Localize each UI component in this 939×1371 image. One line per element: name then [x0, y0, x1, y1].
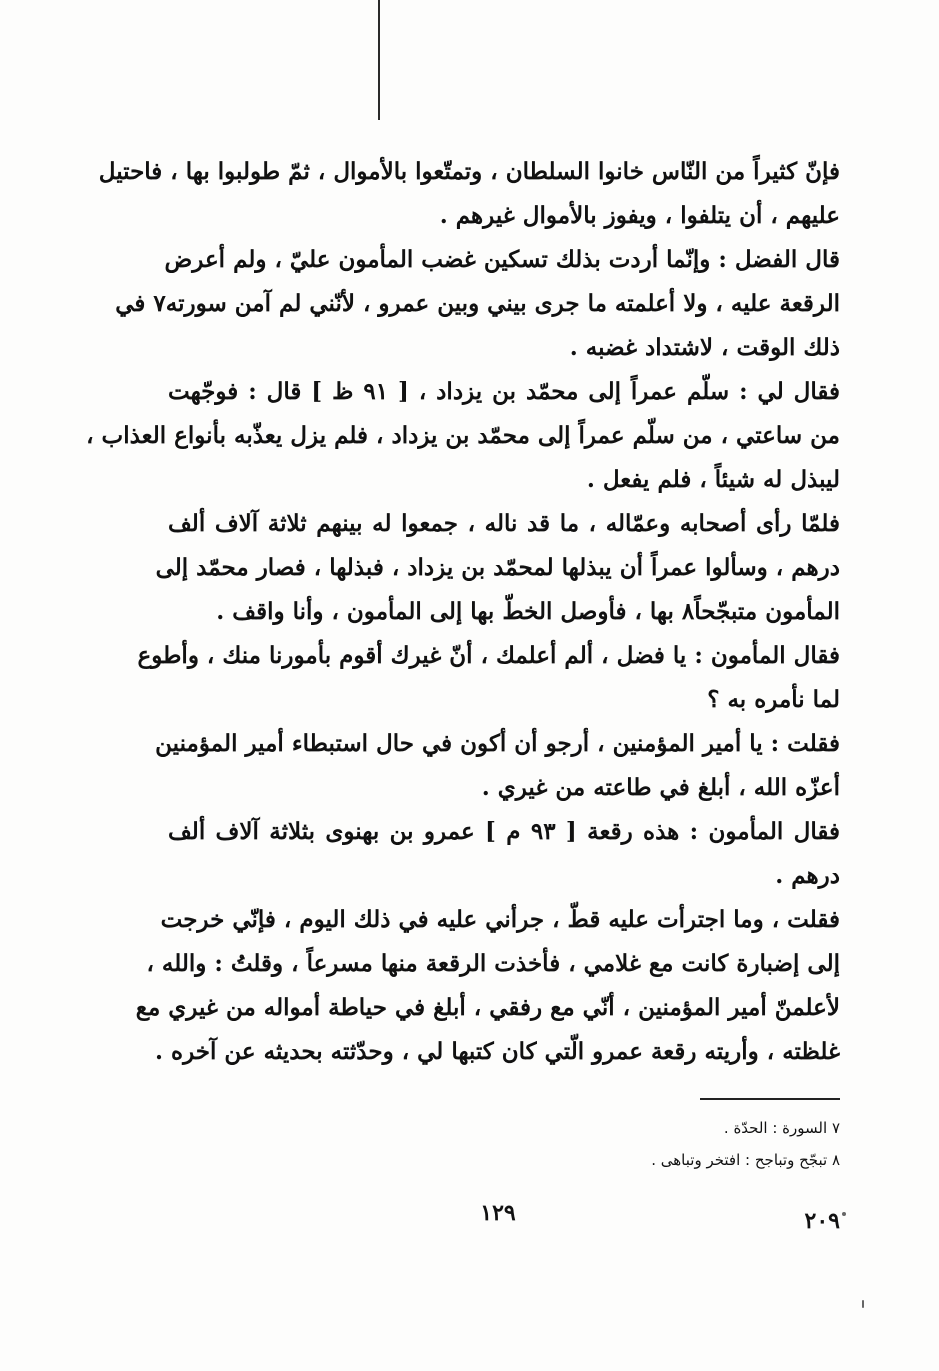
body-line: درهم ، وسألوا عمراً أن يبذلها لمحمّد بن يزداد ، فبذلها ، فصار محمّد إلى [155, 554, 840, 581]
body-line: فقال المأمون : هذه رقعة [ ٩٣ م ] عمرو بن بهنوى بثلاثة آلاف ألف [168, 818, 840, 845]
body-line: غلظته ، وأريته رقعة عمرو الّتي كان كتبها لي ، وحدّثته بحديثه عن آخره . [155, 1038, 840, 1065]
footnotes [400, 1112, 840, 1176]
body-line: قال الفضل : وإنّما أردت بذلك تسكين غضب المأمون عليّ ، ولم أعرض [164, 246, 840, 273]
footnote-separator [700, 1098, 840, 1100]
body-line: لما نأمره به ؟ [707, 686, 840, 713]
body-line: فقلت : يا أمير المؤمنين ، أرجو أن أكون في حال استبطاء أمير المؤمنين [155, 730, 840, 757]
body-line: فقلت ، وما اجترأت عليه قطّ ، جرأني عليه في ذلك اليوم ، فإنّي خرجت [160, 906, 840, 933]
body-line: فقال لي : سلّم عمراً إلى محمّد بن يزداد ، [ ٩١ ظ ] قال : فوجّهت [168, 378, 840, 405]
page-number-secondary: ٢٠٩ [804, 1208, 840, 1234]
body-line: فقال المأمون : يا فضل ، ألم أعلمك ، أنّ غيرك أقوم بأمورنا منك ، وأطوع [137, 642, 840, 669]
scan-speck [862, 1300, 864, 1308]
footnote-7: ٧ السورة : الحدّة . [723, 1119, 840, 1137]
page-number: ١٢٩ [480, 1200, 516, 1226]
body-line: ليبذل له شيئاً ، فلم يفعل . [586, 466, 840, 493]
body-line: المأمون متبجّحاً٨ بها ، فأوصل الخطّ بها إلى المأمون ، وأنا واقف . [216, 598, 840, 625]
scan-speck [842, 1212, 846, 1216]
body-line: فلمّا رأى أصحابه وعمّاله ، ما قد ناله ، جمعوا له بينهم ثلاثة آلاف ألف [168, 510, 840, 537]
binding-line [378, 0, 380, 120]
body-line: إلى إضبارة كانت مع غلامي ، فأخذت الرقعة منها مسرعاً ، وقلتُ : والله ، [146, 950, 840, 977]
footnote-8: ٨ تبجّح وتباجح : افتخر وتباهى . [651, 1151, 840, 1169]
body-line: فإنّ كثيراً من النّاس خانوا السلطان ، وتمتّعوا بالأموال ، ثمّ طولبوا بها ، فاحتيل [98, 158, 840, 185]
body-line: ذلك الوقت ، لاشتداد غضبه . [569, 334, 840, 361]
body-line: لأعلمنّ أمير المؤمنين ، أنّي مع رفقي ، أبلغ في حياطة أمواله من غيري مع [135, 994, 840, 1021]
body-line: درهم . [775, 862, 840, 889]
body-line: من ساعتي ، من سلّم عمراً إلى محمّد بن يزداد ، فلم يزل يعذّبه بأنواع العذاب ، [86, 422, 840, 449]
body-line: عليهم ، أن يتلفوا ، ويفوز بالأموال غيرهم . [439, 202, 840, 229]
body-text [86, 150, 840, 1074]
body-line: الرقعة عليه ، ولا أعلمته ما جرى بيني وبين عمرو ، لأنّني لم آمن سورته٧ في [115, 290, 840, 317]
body-line: أعزّه الله ، أبلغ في طاعته من غيري . [481, 774, 840, 801]
